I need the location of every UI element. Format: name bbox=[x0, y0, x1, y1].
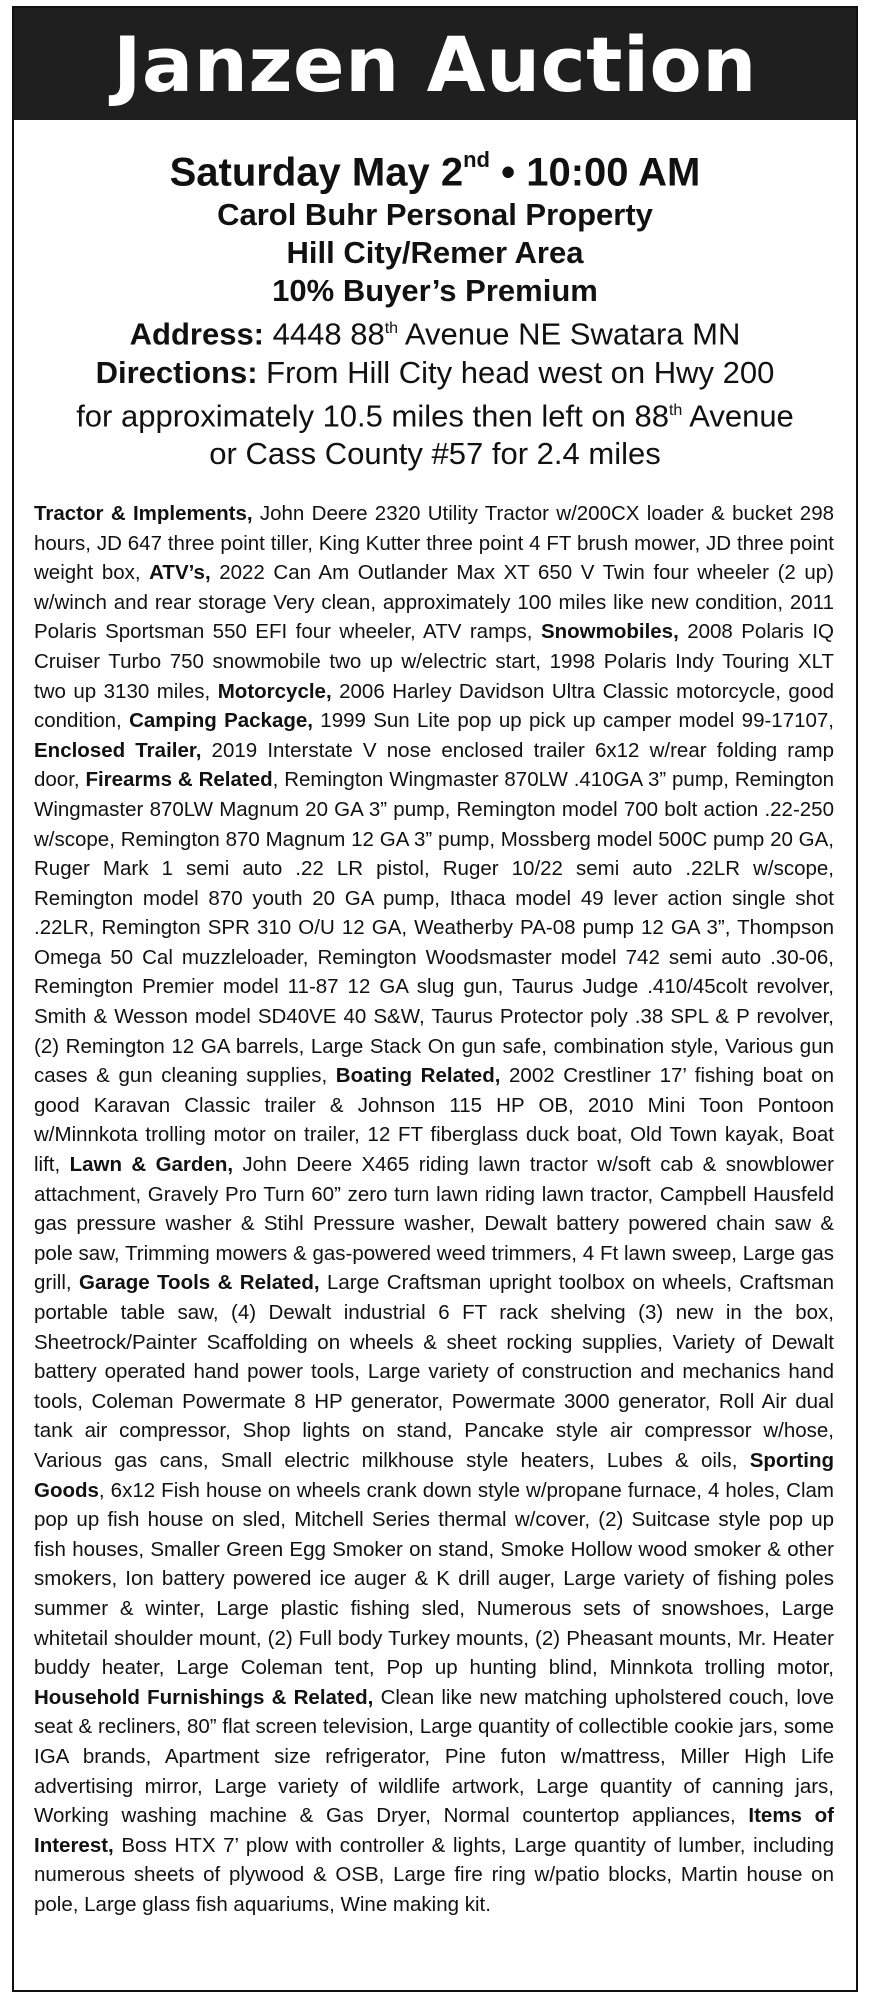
category-heading: Lawn & Garden, bbox=[69, 1153, 234, 1177]
category-heading: Enclosed Trailer, bbox=[34, 738, 202, 762]
category-heading: Household Furnishings & Related, bbox=[34, 1685, 374, 1709]
auction-title-banner bbox=[14, 8, 856, 120]
auction-ad bbox=[12, 6, 858, 1992]
category-items: Clean like new matching upholstered couch, love seat & recliners, 80” flat screen television, Large quantity of collectible cookie jars, some IGA brands, Apartment size refrigerator, Pine futon w/mattress, Miller High Life advertising mirror, Large variety of wildlife artwork, Large quantity of canning jars, Working washing machine & Gas Dryer, Normal countertop appliances, bbox=[34, 1685, 835, 1828]
category-items: , 6x12 Fish house on wheels crank down style w/propane furnace, 4 holes, Clam pop up fish house on sled, Mitchell Series thermal w/cover, (2) Suitcase style pop up fish houses, Smaller Green Egg Smoker on stand, Smoke Hollow wood smoker & other smokers, Ion battery powered ice auger & K drill auger, Large variety of fishing poles summer & winter, Large plastic fishing sled, Numerous sets of snowshoes, Large whitetail shoulder mount, (2) Full body Turkey mounts, (2) Pheasant mounts, Mr. Heater buddy heater, Large Coleman tent, Pop up hunting blind, Minnkota trolling motor, bbox=[34, 1478, 834, 1680]
category-items: 2019 Interstate V nose enclosed trailer 6x12 w/rear folding ramp door, bbox=[34, 738, 834, 792]
category-heading: Items of Interest, bbox=[34, 1804, 834, 1857]
area-line: Hill City/Remer Area bbox=[286, 235, 584, 271]
category-items: Boss HTX 7’ plow with controller & lights, Large quantity of lumber, including numerous sheets of plywood & OSB, Large fire ring w/patio blocks, Martin house on pole, Large glass fish aquariums, Wine making kit. bbox=[34, 1833, 834, 1916]
category-items: 2002 Crestliner 17’ fishing boat on good Karavan Classic trailer & Johnson 115 HP OB, 2010 Mini Toon Pontoon w/Minnkota trolling motor on trailer, 12 FT fiberglass duck boat, Old Town kayak, Boat lift, bbox=[34, 1064, 834, 1177]
category-heading: Firearms & Related bbox=[85, 768, 273, 792]
category-heading: Camping Package, bbox=[129, 709, 313, 733]
directions-line-2: for approximately 10.5 miles then left on 88th Avenue bbox=[76, 397, 794, 433]
auction-header bbox=[14, 120, 856, 473]
category-items: 2022 Can Am Outlander Max XT 650 V Twin four wheeler (2 up) w/winch and rear storage Very clean, approximately 100 miles like new condition, 2011 Polaris Sportsman 550 EFI four wheeler, ATV ramps, bbox=[34, 561, 834, 644]
category-heading: Tractor & Implements, bbox=[34, 501, 253, 525]
category-heading: Snowmobiles, bbox=[540, 620, 679, 644]
category-items: 2006 Harley Davidson Ultra Classic motorcycle, good condition, bbox=[34, 679, 835, 733]
category-heading: Motorcycle, bbox=[217, 679, 332, 703]
category-items: John Deere X465 riding lawn tractor w/soft cab & snowblower attachment, Gravely Pro Turn 60” zero turn lawn riding lawn tractor, Campbell Hausfeld gas pressure washer & Stihl Pressure washer, Dewalt battery powered chain saw & pole saw, Trimming mowers & gas-powered weed trimmers, 4 Ft lawn sweep, Large gas grill, bbox=[34, 1153, 834, 1295]
owner-line: Carol Buhr Personal Property bbox=[217, 197, 653, 233]
category-heading: Garage Tools & Related, bbox=[79, 1271, 320, 1295]
address-line: Address: 4448 88th Avenue NE Swatara MN bbox=[129, 316, 741, 352]
category-items: Large Craftsman upright toolbox on wheels, Craftsman portable table saw, (4) Dewalt industrial 6 FT rack shelving (3) new in the box, Sheetrock/Painter Scaffolding on wheels & sheet rocking supplies, Variety of Dewalt battery operated hand power tools, Large variety of construction and mechanics hand tools, Coleman Powermate 8 HP generator, Powermate 3000 generator, Roll Air dual tank air compressor, Shop lights on stand, Pancake style air compressor w/hose, Various gas cans, Small electric milkhouse style heaters, Lubes & oils, bbox=[34, 1271, 834, 1472]
category-items: 1999 Sun Lite pop up pick up camper model 99-17107, bbox=[312, 709, 835, 733]
auction-date-time: Saturday May 2nd • 10:00 AM bbox=[169, 147, 701, 195]
category-items: , Remington Wingmaster 870LW .410GA 3” pump, Remington Wingmaster 870LW Magnum 20 GA 3” pump, Remington model 700 bolt action .22-250 w/scope, Remington 870 Magnum 12 GA 3” pump, Mossberg model 500C pump 20 GA, Ruger Mark 1 semi auto .22 LR pistol, Ruger 10/22 semi auto .22LR w/scope, Remington model 870 youth 20 GA pump, Ithaca model 49 lever action single shot .22LR, Remington SPR 310 O/U 12 GA, Weatherby PA-08 pump 12 GA 3”, Thompson Omega 50 Cal muzzleloader, Remington Woodsmaster model 742 semi auto .30-06, Remington Premier model 11-87 12 GA slug gun, Taurus Judge .410/45colt revolver, Smith & Wesson model SD40VE 40 S&W, Taurus Protector poly .38 SPL & P revolver, (2) Remington 12 GA barrels, Large Stack On gun safe, combination style, Various gun cases & gun cleaning supplies, bbox=[34, 768, 834, 1088]
category-heading: ATV’s, bbox=[149, 561, 211, 585]
premium-line: 10% Buyer’s Premium bbox=[272, 273, 598, 309]
auction-item-listing bbox=[14, 499, 856, 1920]
directions-line-3: or Cass County #57 for 2.4 miles bbox=[209, 435, 661, 471]
category-items: 2008 Polaris IQ Cruiser Turbo 750 snowmobile two up w/electric start, 1998 Polaris Indy Touring XLT two up 3130 miles, bbox=[34, 620, 834, 703]
directions-line-1: Directions: From Hill City head west on Hwy 200 bbox=[95, 354, 775, 390]
category-heading: Sporting Goods bbox=[34, 1448, 834, 1502]
category-heading: Boating Related, bbox=[335, 1064, 501, 1088]
category-items: John Deere 2320 Utility Tractor w/200CX loader & bucket 298 hours, JD 647 three point tiller, King Kutter three point 4 FT brush mower, JD three point weight box, bbox=[34, 501, 834, 585]
auction-title: Janzen Auction bbox=[113, 19, 757, 109]
